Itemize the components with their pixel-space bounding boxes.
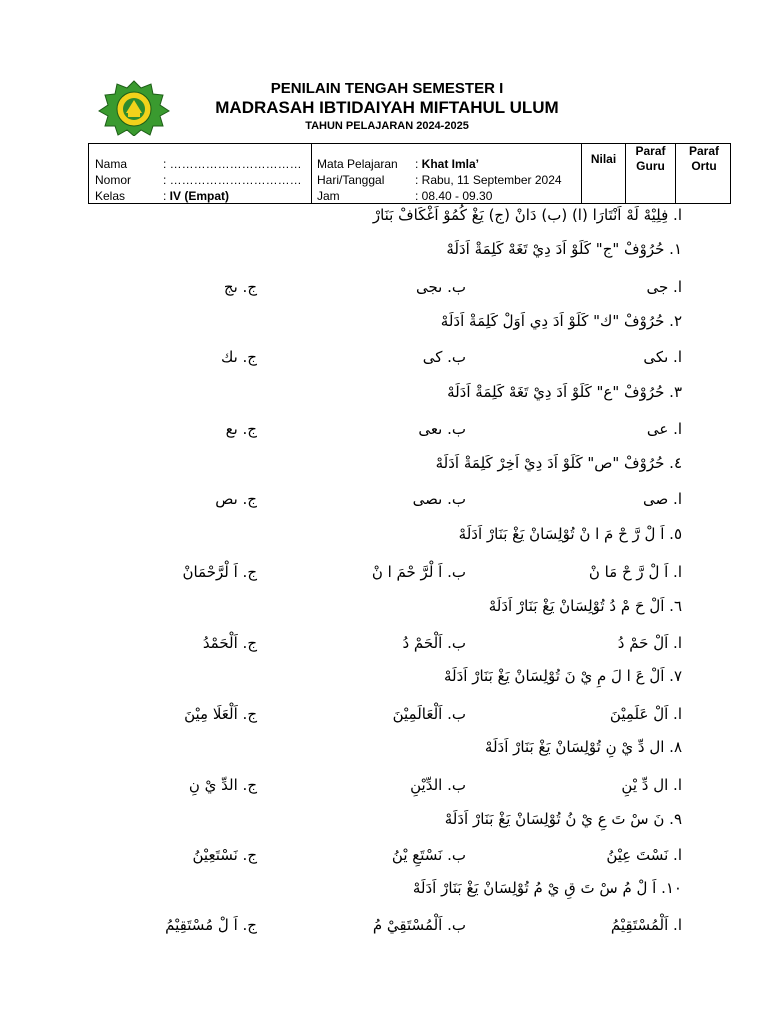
kelas-label: Kelas (95, 189, 126, 203)
question-9: ٩. نَ سْ تَ عِ يْ نُ تُوْلِسَانْ يَغْ بَنَارْ اَدَلَهْ (444, 810, 682, 828)
question-7-option-a[interactable]: ا. اَلْ عَلَمِيْنَ (609, 705, 682, 723)
question-10: ١٠. اَ لْ مُ سْ تَ قِ يْ مُ تُوْلِسَانْ يَغْ بَنَارْ اَدَلَهْ (412, 879, 682, 897)
mapel-label: Mata Pelajaran (317, 157, 398, 171)
question-6-option-c[interactable]: ج. اَلْحَمْدُ (202, 634, 257, 652)
mapel-field: : Khat Imla’ (415, 157, 480, 171)
question-2: ٢. حُرُوْفْ "ك" كَلَوْ اَدَ دِي اَوَلْ كَلِمَةْ اَدَلَهْ (440, 312, 682, 330)
paraf-guru-label: Paraf Guru (635, 144, 666, 173)
question-1-option-a[interactable]: ا. جى (646, 278, 682, 296)
question-7-option-c[interactable]: ج. اَلْعَلَا مِيْنَ (184, 705, 257, 723)
question-4: ٤. حُرُوْفْ "ص" كَلَوْ اَدَ دِيْ اَخِرْ كَلِمَةْ اَدَلَهْ (435, 454, 682, 472)
question-3-option-c[interactable]: ج. ىع (225, 420, 257, 438)
question-1: ١. حُرُوْفْ "ج" كَلَوْ اَدَ دِيْ تَغَهْ كَلِمَةْ اَدَلَهْ (446, 240, 682, 258)
question-7: ٧. اَلْ عَ ا لَ مِ يْ نَ تُوْلِسَانْ يَغْ بَنَارْ اَدَلَهْ (444, 667, 682, 685)
question-6-option-a[interactable]: ا. اَلْ حَمْ دُ (617, 634, 682, 652)
question-5-option-c[interactable]: ج. اَ لْرَّحْمَانْ (182, 563, 257, 581)
question-2-option-b[interactable]: ب. كى (422, 348, 466, 366)
question-5-option-a[interactable]: ا. اَ لْ رَّ حْ مَا نْ (588, 563, 682, 581)
question-4-option-a[interactable]: ا. صى (643, 490, 682, 508)
question-9-option-b[interactable]: ب. نَسْتَعِ يْنُ (391, 846, 466, 864)
nama-label: Nama (95, 157, 128, 171)
jam-value: : 08.40 - 09.30 (415, 189, 493, 203)
school-name: MADRASAH IBTIDAIYAH MIFTAHUL ULUM (215, 98, 559, 117)
kelas-value: IV (Empat) (169, 189, 230, 203)
question-3-option-b[interactable]: ب. ىعى (418, 420, 466, 438)
hari-label: Hari/Tanggal (317, 173, 385, 187)
question-10-option-b[interactable]: ب. اَلْمُسْتَقِيْ مُ (372, 916, 466, 934)
question-1-option-c[interactable]: ج. ىج (223, 278, 257, 296)
mapel-value: Khat Imla’ (421, 157, 480, 171)
nomor-field[interactable]: : …………………………… (163, 173, 302, 187)
question-8-option-a[interactable]: ا. ال دِّ يْنِ (621, 776, 682, 794)
question-5-option-b[interactable]: ب. اَ لْرَّ حْمَ ا نْ (371, 563, 466, 581)
paraf-ortu-label: Paraf Ortu (688, 144, 720, 173)
kelas-field: : IV (Empat) (163, 189, 230, 203)
nama-field[interactable]: : …………………………… (163, 157, 302, 171)
question-10-option-c[interactable]: ج. اَ لْ مُسْتَقِيْمُ (165, 916, 257, 934)
question-5: ٥. اَ لْ رَّ حْ مَ ا نْ تُوْلِسَانْ يَغْ بَنَارْ اَدَلَهْ (458, 525, 682, 543)
question-7-option-b[interactable]: ب. اَلْعَالَمِيْنَ (392, 705, 466, 723)
jam-label: Jam (317, 189, 340, 203)
question-6-option-b[interactable]: ب. اَلْحَمْ دُ (402, 634, 466, 652)
question-10-option-a[interactable]: ا. اَلْمُسْتَقِيْمُ (610, 916, 682, 934)
question-1-option-b[interactable]: ب. ىجى (415, 278, 466, 296)
question-8-option-b[interactable]: ب. الدِّيْنِ (410, 776, 466, 794)
question-9-option-a[interactable]: ا. نَسْتَ عِيْنُ (606, 846, 682, 864)
question-3: ٣. حُرُوْفْ "ع" كَلَوْ اَدَ دِيْ تَغَهْ كَلِمَةْ اَدَلَهْ (447, 383, 682, 401)
question-4-option-b[interactable]: ب. ىصى (412, 490, 466, 508)
question-9-option-c[interactable]: ج. نَسْتَعِيْنُ (192, 846, 257, 864)
nomor-label: Nomor (95, 173, 132, 187)
nilai-label: Nilai (590, 152, 617, 166)
question-6: ٦. اَلْ حَ مْ دُ تُوْلِسَانْ يَغْ بَنَارْ اَدَلَهْ (488, 597, 682, 615)
question-3-option-a[interactable]: ا. عى (646, 420, 682, 438)
academic-year: TAHUN PELAJARAN 2024-2025 (305, 120, 469, 132)
exam-title: PENILAIN TENGAH SEMESTER I (270, 80, 504, 97)
instruction: ا. فِلِيْهْ لَهْ اَنْتَارَا (ا) (ب) دَانْ (ج) يَغْ كُمُوْ اَغْكَافْ بَنَارْ (372, 206, 682, 224)
student-info-table (88, 143, 731, 204)
hari-value: : Rabu, 11 September 2024 (415, 173, 562, 187)
question-8: ٨. ال دِّ يْ نِ تُوْلِسَانْ يَغْ بَنَارْ اَدَلَهْ (484, 738, 682, 756)
question-2-option-c[interactable]: ج. ىك (220, 348, 257, 366)
question-2-option-a[interactable]: ا. ىكى (643, 348, 682, 366)
question-4-option-c[interactable]: ج. ىص (215, 490, 257, 508)
question-8-option-c[interactable]: ج. الدِّ يْ نِ (188, 776, 257, 794)
